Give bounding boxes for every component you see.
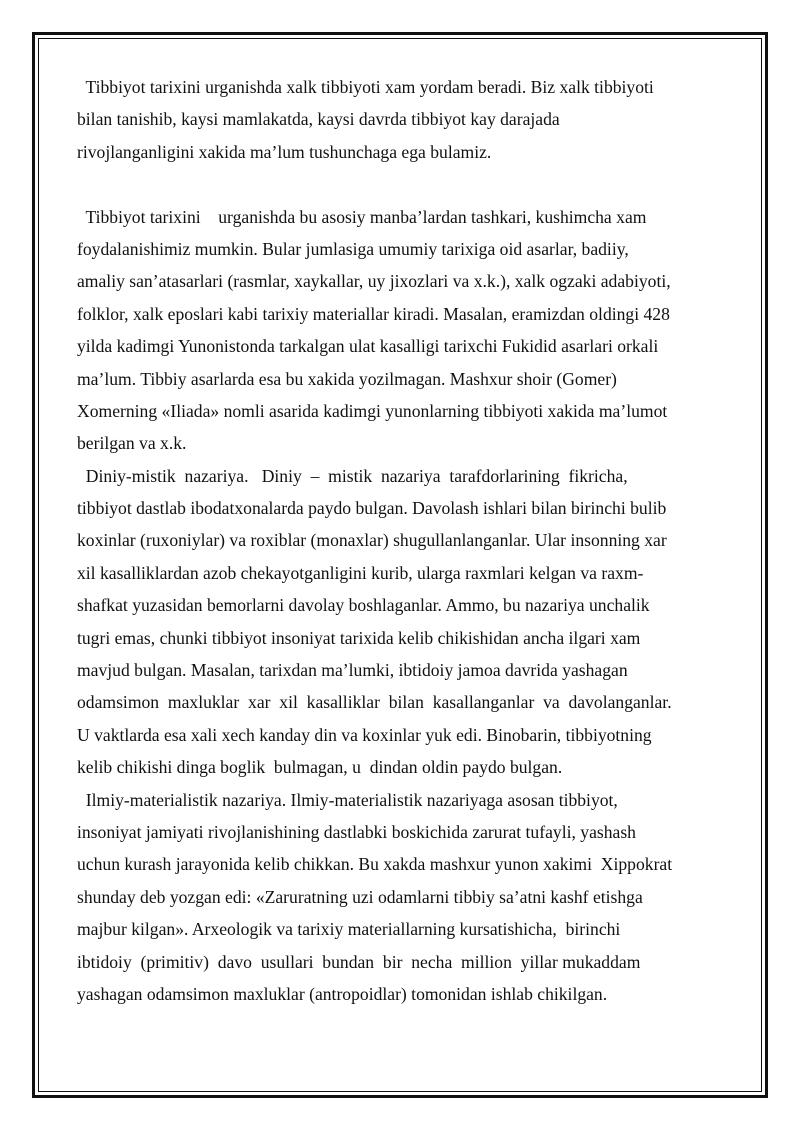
paragraph-line: Ilmiy-materialistik nazariya. Ilmiy-materialistik nazariyaga asosan tibbiyot,: [77, 789, 618, 810]
paragraph-line: mavjud bulgan. Masalan, tarixdan ma’lumki, ibtidoiy jamoa davrida yashagan: [77, 660, 628, 681]
paragraph-line: yilda kadimgi Yunonistonda tarkalgan ulat kasalligi tarixchi Fukidid asarlari orkali: [77, 336, 659, 357]
paragraph-line: Diniy-mistik nazariya. Diniy – mistik nazariya tarafdorlarining fikricha,: [77, 465, 628, 486]
paragraph-line: tugri emas, chunki tibbiyot insoniyat tarixida kelib chikishidan ancha ilgari xam: [77, 627, 641, 648]
paragraph-line: rivojlanganligini xakida ma’lum tushunchaga ega bulamiz.: [77, 141, 492, 162]
paragraph-line: yashagan odamsimon maxluklar (antropoidlar) tomonidan ishlab chikilgan.: [77, 983, 608, 1004]
paragraph-gap: [77, 168, 722, 200]
paragraph-line: uchun kurash jarayonida kelib chikkan. Bu xakda mashxur yunon xakimi Xippokrat: [77, 854, 673, 875]
paragraph-line: odamsimon maxluklar xar xil kasalliklar bilan kasallanganlar va davolanganlar.: [77, 692, 672, 713]
paragraph-line: Xomerning «Iliada» nomli asarida kadimgi yunonlarning tibbiyoti xakida ma’lumot: [77, 400, 668, 421]
paragraph-line: shafkat yuzasidan bemorlarni davolay boshlaganlar. Ammo, bu nazariya unchalik: [77, 595, 650, 616]
paragraph-line: shunday deb yozgan edi: «Zaruratning uzi odamlarni tibbiy sa’atni kashf etishga: [77, 886, 643, 907]
paragraph-line: ma’lum. Tibbiy asarlarda esa bu xakida yozilmagan. Mashxur shoir (Gomer): [77, 368, 617, 389]
paragraph-line: koxinlar (ruxoniylar) va roxiblar (monaxlar) shugullanlanganlar. Ular insonning xar: [77, 530, 667, 551]
paragraph-line: kelib chikishi dinga boglik bulmagan, u dindan oldin paydo bulgan.: [77, 757, 563, 778]
paragraph-line: tibbiyot dastlab ibodatxonalarda paydo bulgan. Davolash ishlari bilan birinchi bulib: [77, 498, 667, 519]
paragraph-line: majbur kilgan». Arxeologik va tarixiy materiallarning kursatishicha, birinchi: [77, 919, 621, 940]
paragraph-line: Tibbiyot tarixini urganishda bu asosiy manba’lardan tashkari, kushimcha xam: [77, 206, 647, 227]
paragraph-line: bilan tanishib, kaysi mamlakatda, kaysi davrda tibbiyot kay darajada: [77, 109, 560, 130]
document-body: [77, 71, 722, 1010]
paragraph-line: foydalanishimiz mumkin. Bular jumlasiga umumiy tarixiga oid asarlar, badiiy,: [77, 238, 629, 259]
paragraph-line: amaliy san’atasarlari (rasmlar, xaykallar, uy jixozlari va x.k.), xalk ogzaki adabiyoti,: [77, 271, 671, 292]
paragraph-line: Tibbiyot tarixini urganishda xalk tibbiyoti xam yordam beradi. Biz xalk tibbiyoti: [77, 77, 654, 97]
paragraph-line: U vaktlarda esa xali xech kanday din va koxinlar yuk edi. Binobarin, tibbiyotning: [77, 724, 652, 745]
paragraph-line: xil kasalliklardan azob chekayotganligini kurib, ularga raxmlari kelgan va raxm-: [77, 562, 644, 583]
paragraph-line: berilgan va x.k.: [77, 433, 187, 454]
paragraph-line: ibtidoiy (primitiv) davo usullari bundan bir necha million yillar mukaddam: [77, 951, 641, 972]
paragraph-line: folklor, xalk eposlari kabi tarixiy materiallar kiradi. Masalan, eramizdan oldingi 428: [77, 303, 670, 324]
paragraph-line: insoniyat jamiyati rivojlanishining dastlabki boskichida zarurat tufayli, yashash: [77, 821, 636, 842]
